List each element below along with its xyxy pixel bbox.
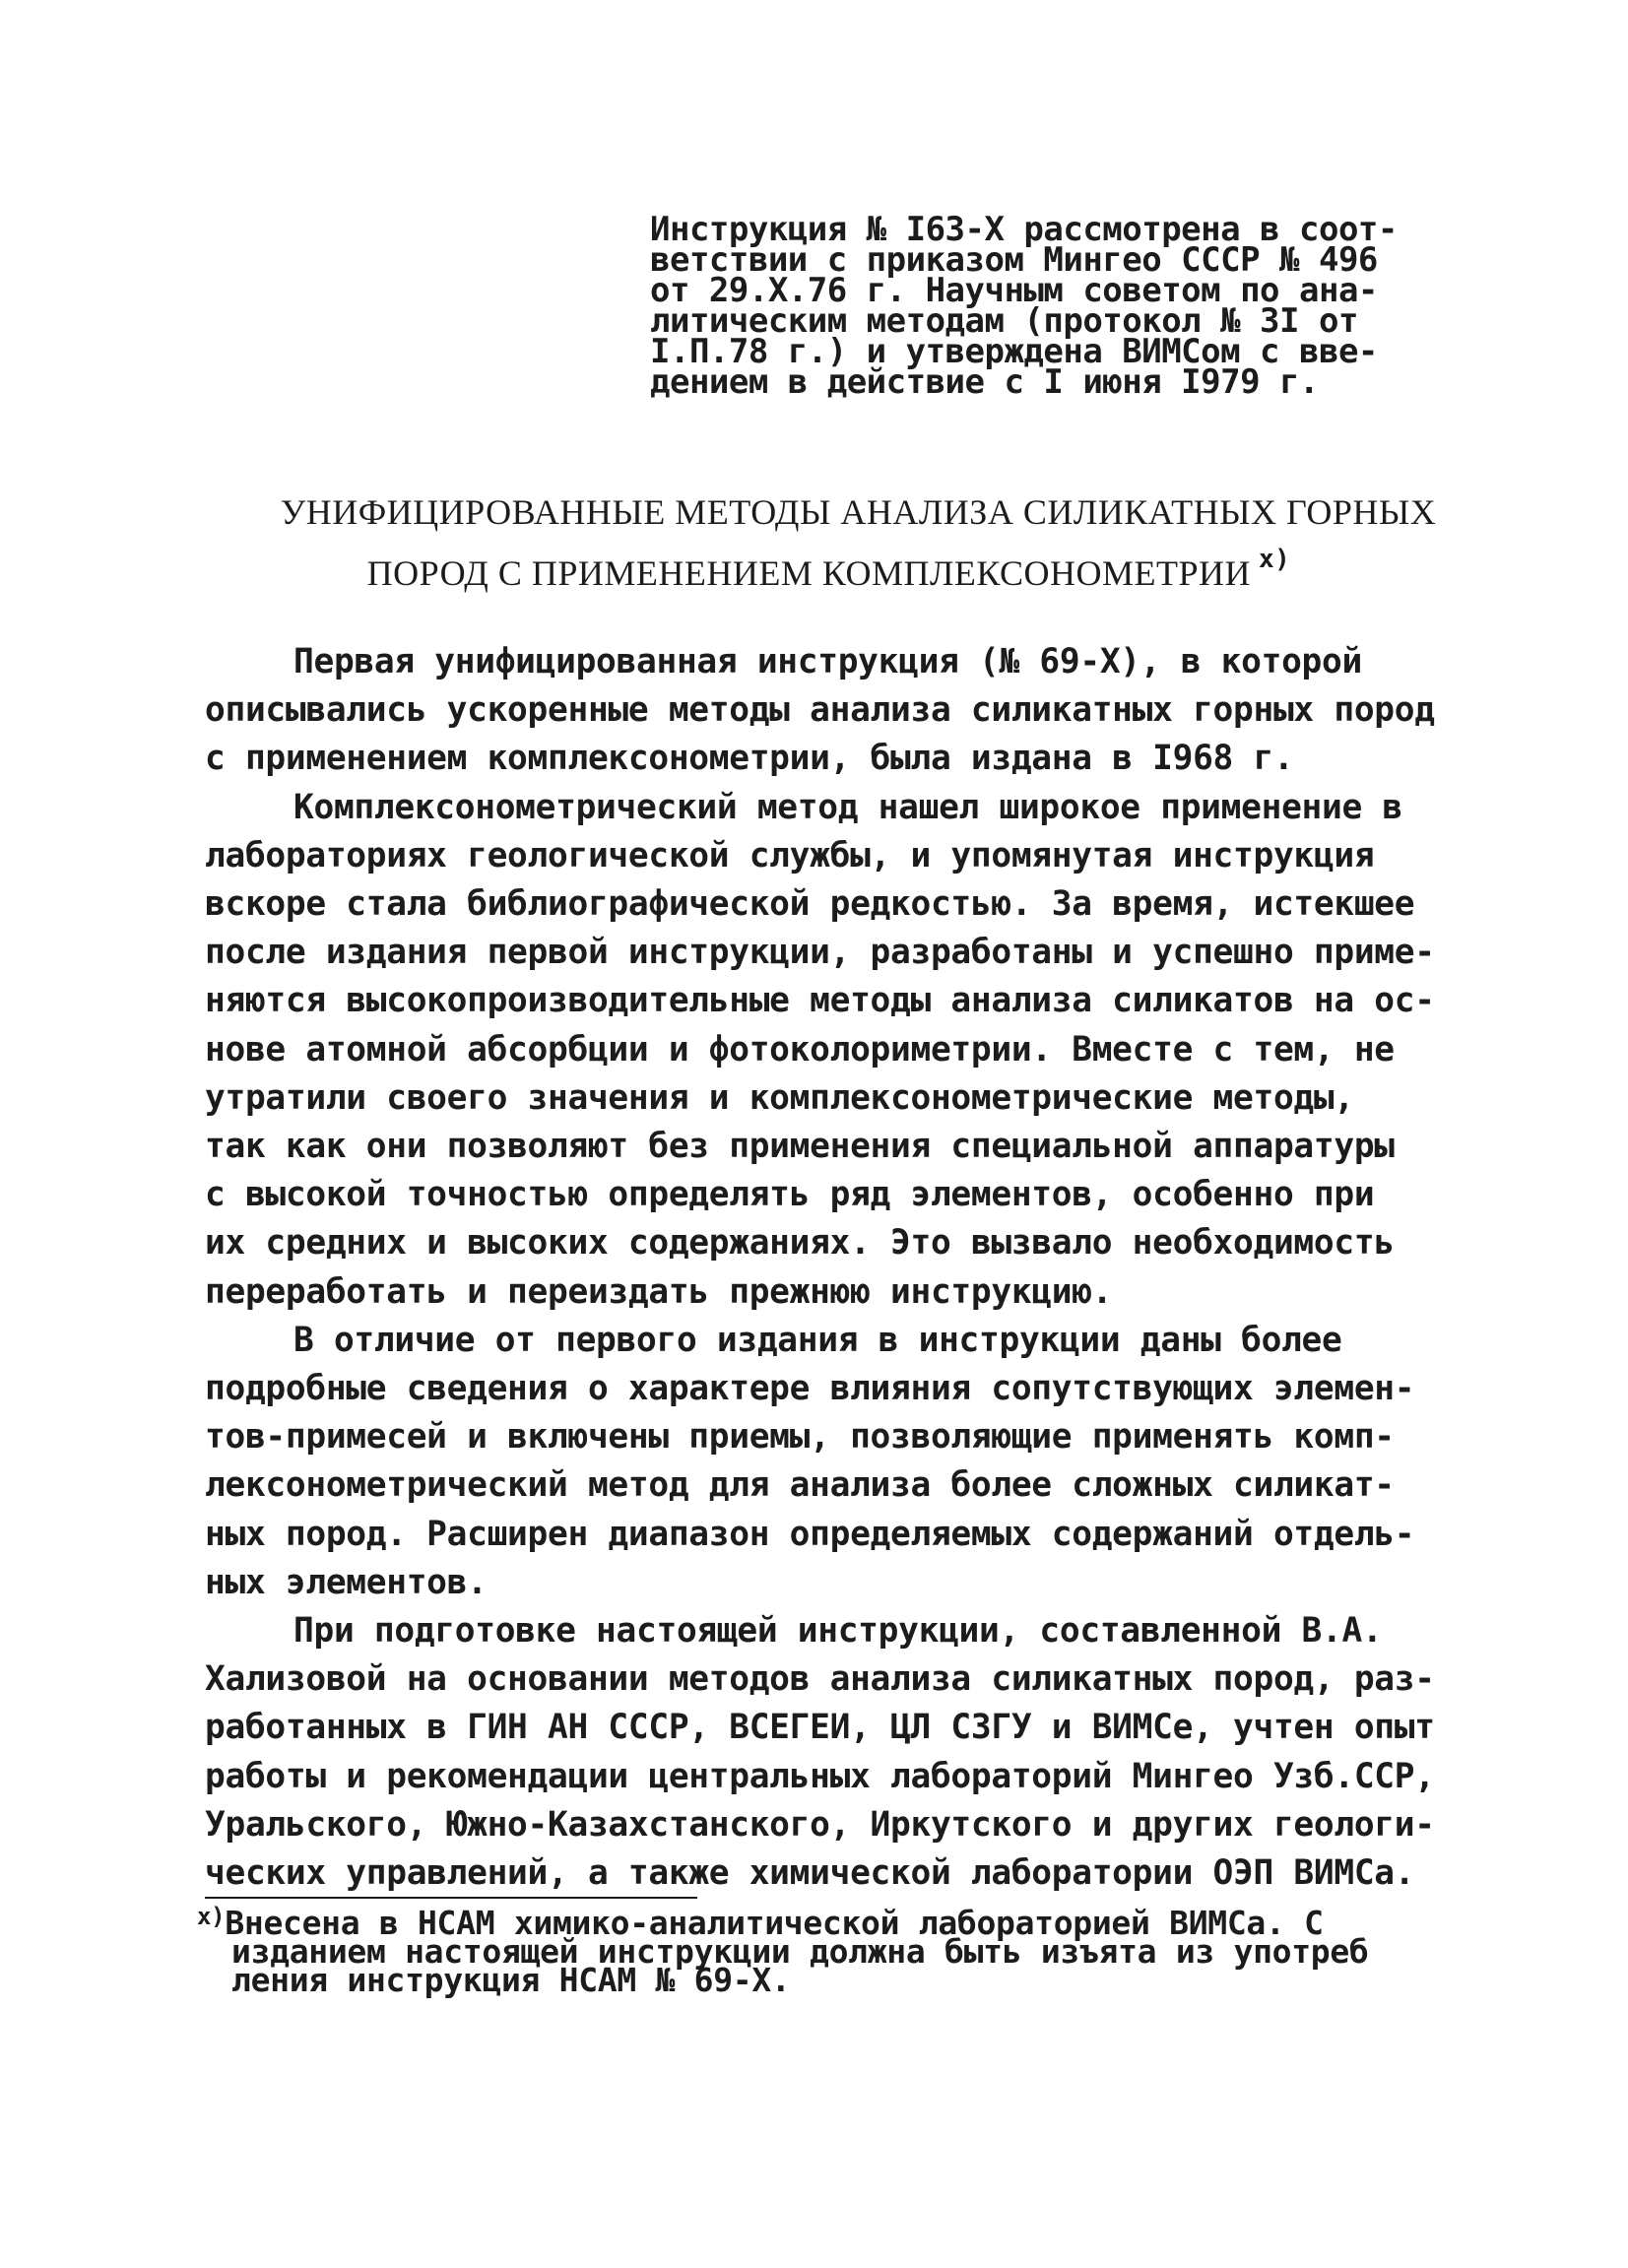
title-footnote-mark: х): [1259, 545, 1291, 574]
paragraph-line: При подготовке настоящей инструкции, составленной В.А.: [293, 1611, 1383, 1652]
document-title: [0, 488, 1628, 597]
title-line-1: УНИФИЦИРОВАННЫЕ МЕТОДЫ АНАЛИЗА СИЛИКАТНЫХ ГОРНЫХ: [280, 492, 1437, 532]
paragraph-line: работы и рекомендации центральных лабораторий Мингео Узб.ССР,: [205, 1756, 1435, 1796]
body-text: [205, 638, 1456, 1898]
paragraph-line: подробные сведения о характере влияния сопутствующих элемен-: [205, 1369, 1415, 1409]
paragraph-line: после издания первой инструкции, разработаны и успешно приме-: [205, 933, 1435, 973]
footnote-line-text: Внесена в НСАМ химико-аналитической лабораторией ВИМСа. С: [225, 1904, 1324, 1942]
paragraph-line: переработать и переиздать прежнюю инструкцию.: [205, 1271, 1113, 1312]
approval-note-line: литическим методам (протокол № 3I от: [650, 301, 1358, 341]
paragraph-line: нове атомной абсорбции и фотоколориметрии. Вместе с тем, не: [205, 1029, 1395, 1069]
paragraph-line: так как они позволяют без применения специальной аппаратуры: [205, 1127, 1395, 1167]
footnote-divider: [205, 1897, 697, 1899]
paragraph-line: няются высокопроизводительные методы анализа силикатов на ос-: [205, 981, 1435, 1021]
paragraph-line: ных пород. Расширен диапазон определяемых содержаний отдель-: [205, 1514, 1415, 1554]
approval-note-line: ветствии с приказом Мингео СССР № 496: [650, 240, 1378, 280]
paragraph-line: ческих управлений, а также химической лаборатории ОЭП ВИМСа.: [205, 1853, 1415, 1894]
paragraph-line: утратили своего значения и комплексонометрические методы,: [205, 1077, 1354, 1118]
paragraph-line: с высокой точностью определять ряд элементов, особенно при: [205, 1175, 1375, 1215]
approval-note-line: I.П.78 г.) и утверждена ВИМСом с вве-: [650, 332, 1378, 371]
paragraph-line: В отличие от первого издания в инструкции даны более: [293, 1320, 1342, 1360]
approval-note-line: от 29.Х.76 г. Научным советом по ана-: [650, 271, 1378, 310]
title-line-2-text: ПОРОД С ПРИМЕНЕНИЕМ КОМПЛЕКСОНОМЕТРИИ: [366, 553, 1252, 593]
paragraph-line: тов-примесей и включены приемы, позволяющие применять комп-: [205, 1417, 1395, 1458]
paragraph-line: Хализовой на основании методов анализа силикатных пород, раз-: [205, 1659, 1435, 1700]
paragraph-line: описывались ускоренные методы анализа силикатных горных пород: [205, 690, 1435, 731]
paragraph-line: Уральского, Южно-Казахстанского, Иркутского и других геологи-: [205, 1804, 1435, 1845]
footnote-mark: х): [197, 1903, 226, 1930]
title-line-2: [0, 536, 1628, 597]
footnote-line: изданием настоящей инструкции должна быть изъята из употреб: [231, 1932, 1369, 1971]
footnote-line: ления инструкция НСАМ № 69-Х.: [231, 1961, 791, 1999]
paragraph-line: лабораториях геологической службы, и упомянутая инструкция: [205, 835, 1375, 875]
footnote: [197, 1903, 1458, 1999]
paragraph-line: ных элементов.: [205, 1562, 488, 1602]
paragraph-line: вскоре стала библиографической редкостью. За время, истекшее: [205, 884, 1415, 925]
approval-note-line: Инструкция № I63-Х рассмотрена в соот-: [650, 210, 1398, 249]
paragraph-line: Первая унифицированная инструкция (№ 69-Х), в которой: [293, 642, 1362, 681]
paragraph-line: их средних и высоких содержаниях. Это вызвало необходимость: [205, 1223, 1395, 1264]
paragraph-line: лексонометрический метод для анализа более сложных силикат-: [205, 1465, 1395, 1506]
approval-note-line: дением в действие с I июня I979 г.: [650, 362, 1319, 402]
paragraph-line: работанных в ГИН АН СССР, ВСЕГЕИ, ЦЛ СЗГУ и ВИМСе, учтен опыт: [205, 1708, 1435, 1748]
approval-note: [650, 210, 1536, 402]
paragraph-line: с применением комплексонометрии, была издана в I968 г.: [205, 739, 1294, 779]
paragraph-line: Комплексонометрический метод нашел широкое применение в: [293, 787, 1402, 827]
